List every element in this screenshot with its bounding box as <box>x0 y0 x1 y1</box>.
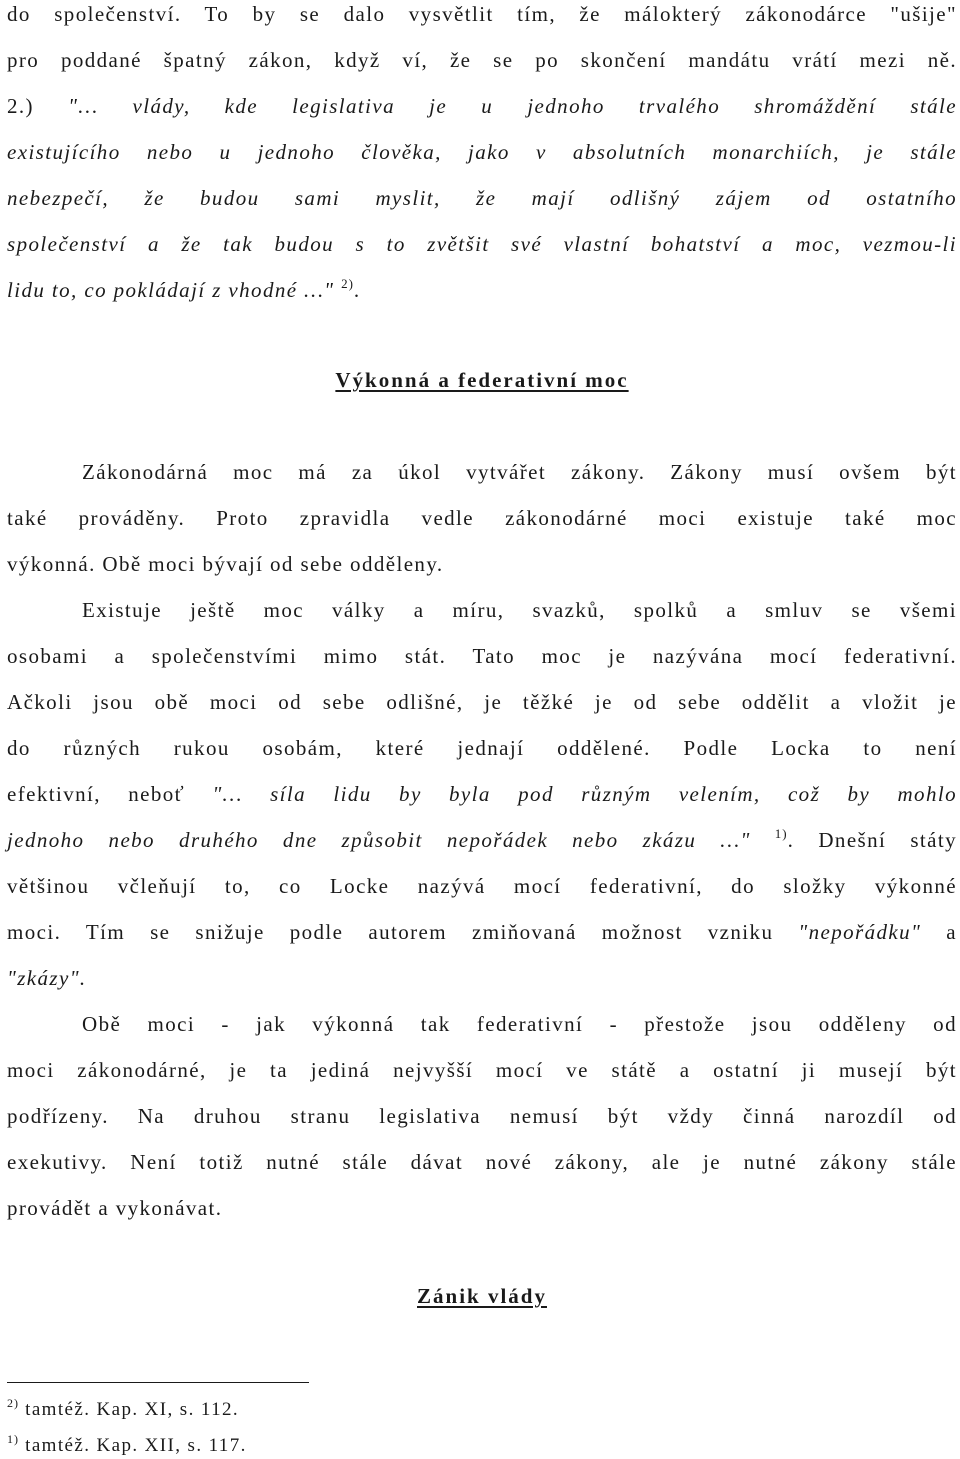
text-line: efektivní, neboť "… síla lidu by byla pod různým velením, což by mohlo <box>7 782 957 806</box>
text-line: "zkázy". <box>7 966 87 990</box>
text-line: provádět a vykonávat. <box>7 1196 223 1220</box>
text-line: moci. Tím se snižuje podle autorem zmiňovaná možnost vzniku "nepořádku" a <box>7 920 957 944</box>
text-line: výkonná. Obě moci bývají od sebe odděleny. <box>7 552 444 576</box>
footnote: $^{2)}$ tamtéž. Kap. XI, s. 112. <box>7 1396 240 1420</box>
footnote-ref: 2) <box>341 276 354 291</box>
footnote: $^{1)}$ tamtéž. Kap. XII, s. 117. <box>7 1432 247 1456</box>
footnote-mark: 2) <box>7 1396 19 1410</box>
text-line: 2.) "… vlády, kde legislativa je u jednoho trvalého shromáždění stále <box>7 94 958 118</box>
paragraph-first-line: Existuje ještě moc války a míru, svazků, spolků a smluv se všemi <box>82 598 957 622</box>
footnote-mark: 1) <box>7 1432 19 1446</box>
text-line: většinou včleňují to, co Locke nazývá mocí federativní, do složky výkonné <box>7 874 957 898</box>
footnote-ref: 1) <box>774 826 788 841</box>
paragraph-first-line: Zákonodárná moc má za úkol vytvářet zákony. Zákony musí ovšem být <box>82 460 957 484</box>
text-line: do různých rukou osobám, které jednají oddělené. Podle Locka to není <box>7 736 957 760</box>
text-line: jednoho nebo druhého dne způsobit nepořádek nebo zkázu …" $^{1)}$. Dnešní státy <box>7 826 957 852</box>
section-heading: Výkonná a federativní moc <box>335 368 629 392</box>
text-line: moci zákonodárné, je ta jediná nejvyšší mocí ve státě a ostatní ji musejí být <box>7 1058 957 1082</box>
text-line: Ačkoli jsou obě moci od sebe odlišné, je těžké je od sebe oddělit a vložit je <box>7 690 957 714</box>
text-line: osobami a společenstvími mimo stát. Tato moc je nazývána mocí federativní. <box>7 644 957 668</box>
text-line: exekutivy. Není totiž nutné stále dávat nové zákony, ale je nutné zákony stále <box>7 1150 957 1174</box>
text-line: společenství a že tak budou s to zvětšit své vlastní bohatství a moc, vezmou-li <box>7 232 957 256</box>
text-line: také prováděny. Proto zpravidla vedle zákonodárné moci existuje také moc <box>7 506 957 530</box>
text-line: do společenství. To by se dalo vysvětlit tím, že málokterý zákonodárce "ušije" <box>7 2 957 26</box>
text-line: lidu to, co pokládají z vhodné …" $^{2)}$. <box>7 276 361 302</box>
text-line: podřízeny. Na druhou stranu legislativa nemusí být vždy činná narozdíl od <box>7 1104 957 1128</box>
section-heading: Zánik vlády <box>417 1284 547 1308</box>
paragraph-first-line: Obě moci - jak výkonná tak federativní - přestože jsou odděleny od <box>82 1012 957 1036</box>
footnote-divider <box>7 1382 309 1383</box>
text-line: nebezpečí, že budou sami myslit, že mají odlišný zájem od ostatního <box>7 186 957 210</box>
text-line: existujícího nebo u jednoho člověka, jako v absolutních monarchiích, je stále <box>7 140 957 164</box>
text-line: pro poddané špatný zákon, když ví, že se po skončení mandátu vrátí mezi ně. <box>7 48 957 72</box>
